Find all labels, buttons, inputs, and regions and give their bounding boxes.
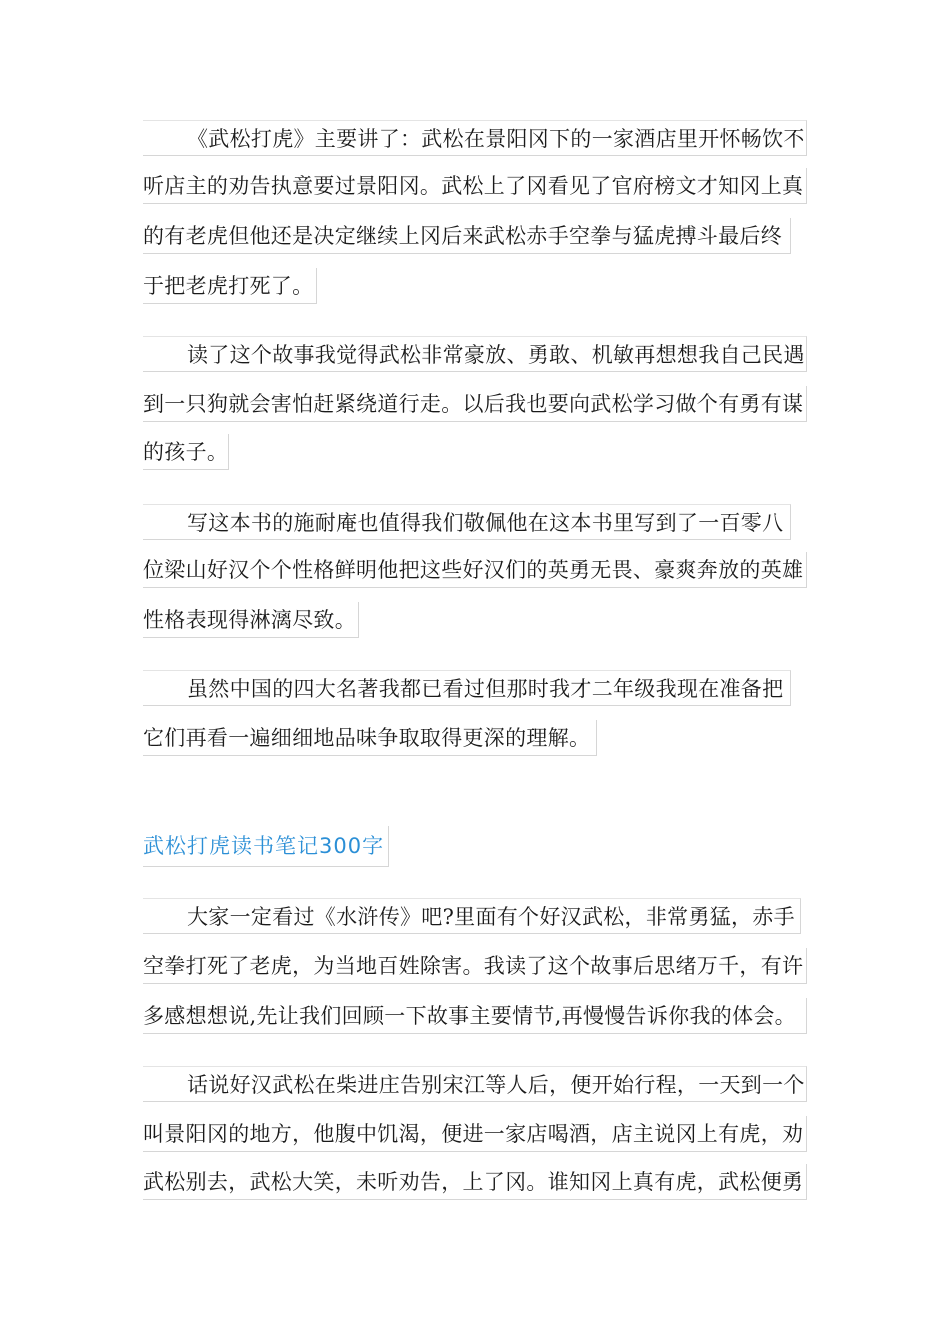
paragraph-1-line-1: [143, 120, 807, 156]
paragraph-5-line-2: [143, 948, 807, 984]
text: 的孩子。: [143, 440, 229, 464]
text: 听店主的劝告执意要过景阳冈。武松上了冈看见了官府榜文才知冈上真: [143, 174, 804, 198]
text: 的有老虎但他还是决定继续上冈后来武松赤手空拳与猛虎搏斗最后终: [143, 224, 782, 248]
text: 空拳打死了老虎，为当地百姓除害。我读了这个故事后思绪万千，有许: [143, 954, 804, 978]
paragraph-6-line-1: [143, 1066, 807, 1102]
paragraph-6-line-2: [143, 1116, 807, 1152]
paragraph-3-line-3: [143, 602, 359, 638]
paragraph-4-line-2: [143, 720, 597, 756]
paragraph-5-line-1: [143, 898, 801, 934]
indent-space: [143, 695, 187, 696]
text: 读了这个故事我觉得武松非常豪放、勇敢、机敏再想想我自己民遇: [187, 343, 805, 367]
text: 到一只狗就会害怕赶紧绕道行走。以后我也要向武松学习做个有勇有谋: [143, 392, 804, 416]
text: 它们再看一遍细细地品味争取取得更深的理解。: [143, 726, 591, 750]
paragraph-3-line-2: [143, 552, 807, 588]
paragraph-2-line-1: [143, 336, 807, 372]
indent-space: [143, 361, 187, 362]
paragraph-4-line-1: [143, 670, 791, 706]
paragraph-1-line-2: [143, 168, 807, 204]
section-heading: 武松打虎读书笔记300字: [143, 826, 389, 867]
paragraph-1-line-4: [143, 268, 317, 304]
text: 大家一定看过《水浒传》吧?里面有个好汉武松，非常勇猛，赤手: [187, 905, 795, 929]
text: 话说好汉武松在柴进庄告别宋江等人后，便开始行程，一天到一个: [187, 1073, 805, 1097]
text: 《武松打虎》主要讲了：武松在景阳冈下的一家酒店里开怀畅饮不: [187, 127, 805, 151]
paragraph-6-line-3: [143, 1164, 807, 1200]
text: 位梁山好汉个个性格鲜明他把这些好汉们的英勇无畏、豪爽奔放的英雄: [143, 558, 804, 582]
paragraph-2-line-3: [143, 434, 229, 470]
text: 于把老虎打死了。: [143, 274, 314, 298]
indent-space: [143, 923, 187, 924]
indent-space: [143, 529, 187, 530]
text: 性格表现得淋漓尽致。: [143, 608, 356, 632]
indent-space: [143, 1091, 187, 1092]
paragraph-3-line-1: [143, 504, 791, 540]
paragraph-2-line-2: [143, 386, 807, 422]
text: 多感想想说,先让我们回顾一下故事主要情节,再慢慢告诉你我的体会。: [143, 1004, 796, 1028]
text: 虽然中国的四大名著我都已看过但那时我才二年级我现在准备把: [187, 677, 784, 701]
paragraph-1-line-3: [143, 218, 791, 254]
paragraph-5-line-3: [143, 998, 807, 1034]
text: 武松别去，武松大笑，未听劝告，上了冈。谁知冈上真有虎，武松便勇: [143, 1170, 804, 1194]
text: 写这本书的施耐庵也值得我们敬佩他在这本书里写到了一百零八: [187, 511, 784, 535]
indent-space: [143, 145, 187, 146]
text: 叫景阳冈的地方，他腹中饥渴，便进一家店喝酒，店主说冈上有虎，劝: [143, 1122, 804, 1146]
